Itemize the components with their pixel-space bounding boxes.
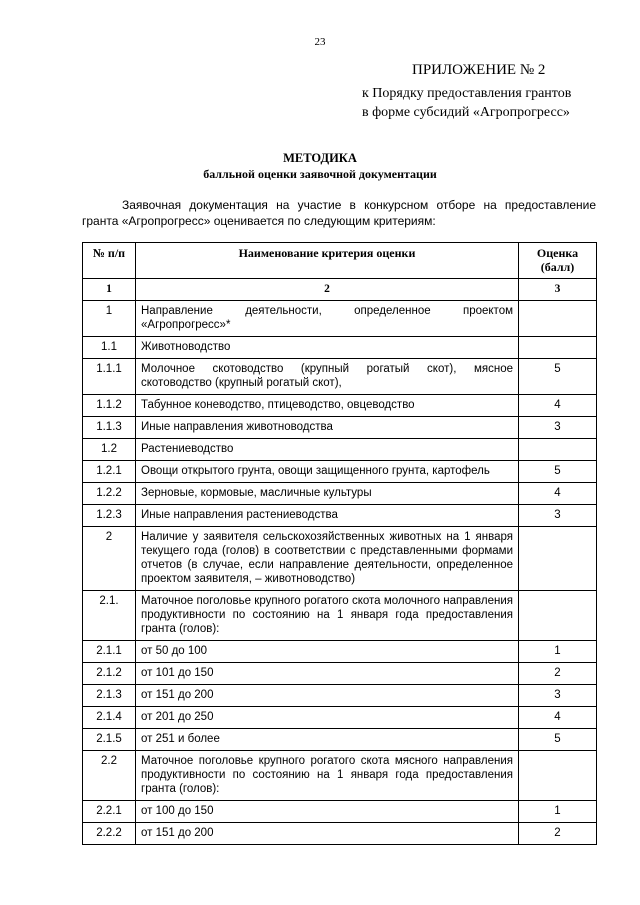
row-score: 2 [519,663,597,685]
row-score [519,301,597,337]
row-score: 5 [519,729,597,751]
row-score: 4 [519,395,597,417]
row-score: 3 [519,505,597,527]
table-header-row [83,243,597,279]
table-row [83,395,597,417]
table-row [83,751,597,801]
row-criterion: Табунное коневодство, птицеводство, овцеводство [136,395,519,417]
appendix-subtitle-line-2: в форме субсидий «Агропрогресс» [362,105,570,120]
row-criterion: от 151 до 200 [136,823,519,845]
row-number: 1.1.1 [83,359,136,395]
row-number: 2 [83,527,136,591]
row-number: 1.1 [83,337,136,359]
row-number: 1.1.2 [83,395,136,417]
row-criterion: Наличие у заявителя сельскохозяйственных животных на 1 января текущего года (голов) в соответствии с представленными формами отчетов (в случае, если направление деятельности, определенное проектом заявителя, – животноводство) [136,527,519,591]
row-number: 1 [83,301,136,337]
table-index-row [83,279,597,301]
table-row [83,729,597,751]
row-score: 2 [519,823,597,845]
page-number: 23 [314,36,326,48]
row-criterion: Иные направления животноводства [136,417,519,439]
table-row [83,301,597,337]
row-criterion: от 100 до 150 [136,801,519,823]
criteria-table [82,242,597,845]
row-number: 2.1.3 [83,685,136,707]
row-number: 2.1.1 [83,641,136,663]
row-number: 1.2.3 [83,505,136,527]
row-criterion: Молочное скотоводство (крупный рогатый скот), мясное скотоводство (крупный рогатый скот), [136,359,519,395]
row-number: 2.2 [83,751,136,801]
header-criterion: Наименование критерия оценки [136,243,519,279]
row-criterion: от 251 и более [136,729,519,751]
row-score: 5 [519,359,597,395]
row-criterion: Овощи открытого грунта, овощи защищенного грунта, картофель [136,461,519,483]
document-subtitle: балльной оценки заявочной документации [203,167,437,181]
table-row [83,337,597,359]
appendix-subtitle-line-1: к Порядку предоставления грантов [362,86,572,101]
table-row [83,505,597,527]
row-criterion: Зерновые, кормовые, масличные культуры [136,483,519,505]
row-criterion: Маточное поголовье крупного рогатого скота молочного направления продуктивности по состоянию на 1 января года предоставления гранта (голов): [136,591,519,641]
row-score [519,591,597,641]
row-criterion: Маточное поголовье крупного рогатого скота мясного направления продуктивности по состоянию на 1 января года предоставления гранта (голов): [136,751,519,801]
row-number: 2.1.4 [83,707,136,729]
table-row [83,707,597,729]
table-row [83,641,597,663]
header-score: Оценка (балл) [519,243,597,279]
header-num: № п/п [83,243,136,279]
row-criterion: Растениеводство [136,439,519,461]
table-row [83,685,597,707]
row-number: 2.1.2 [83,663,136,685]
table-row [83,527,597,591]
table-row [83,591,597,641]
index-cell: 1 [83,279,136,301]
row-criterion: Иные направления растениеводства [136,505,519,527]
index-cell: 3 [519,279,597,301]
table-row [83,439,597,461]
row-number: 2.1.5 [83,729,136,751]
table-row [83,359,597,395]
row-score: 1 [519,801,597,823]
table-row [83,483,597,505]
row-criterion: от 101 до 150 [136,663,519,685]
table-body [83,301,597,845]
row-criterion: от 201 до 250 [136,707,519,729]
row-score: 4 [519,483,597,505]
table-row [83,663,597,685]
row-score: 1 [519,641,597,663]
row-number: 2.2.2 [83,823,136,845]
row-criterion: от 50 до 100 [136,641,519,663]
intro-text: Заявочная документация на участие в конкурсном отборе на предоставление гранта «Агропрогресс» оценивается по следующим критериям: [82,198,596,228]
row-number: 1.2.2 [83,483,136,505]
appendix-title: ПРИЛОЖЕНИЕ № 2 [412,62,546,78]
table-row [83,417,597,439]
row-score [519,751,597,801]
row-number: 2.1. [83,591,136,641]
table-row [83,801,597,823]
row-criterion: Животноводство [136,337,519,359]
row-criterion: Направление деятельности, определенное проектом «Агропрогресс»* [136,301,519,337]
table-row [83,823,597,845]
row-score [519,527,597,591]
index-cell: 2 [136,279,519,301]
row-score: 3 [519,685,597,707]
document-title: МЕТОДИКА [283,151,357,165]
row-number: 1.1.3 [83,417,136,439]
row-number: 1.2 [83,439,136,461]
row-score [519,439,597,461]
intro-paragraph [82,197,596,229]
row-score: 5 [519,461,597,483]
row-score: 3 [519,417,597,439]
row-score [519,337,597,359]
row-number: 1.2.1 [83,461,136,483]
row-number: 2.2.1 [83,801,136,823]
row-score: 4 [519,707,597,729]
table-row [83,461,597,483]
row-criterion: от 151 до 200 [136,685,519,707]
